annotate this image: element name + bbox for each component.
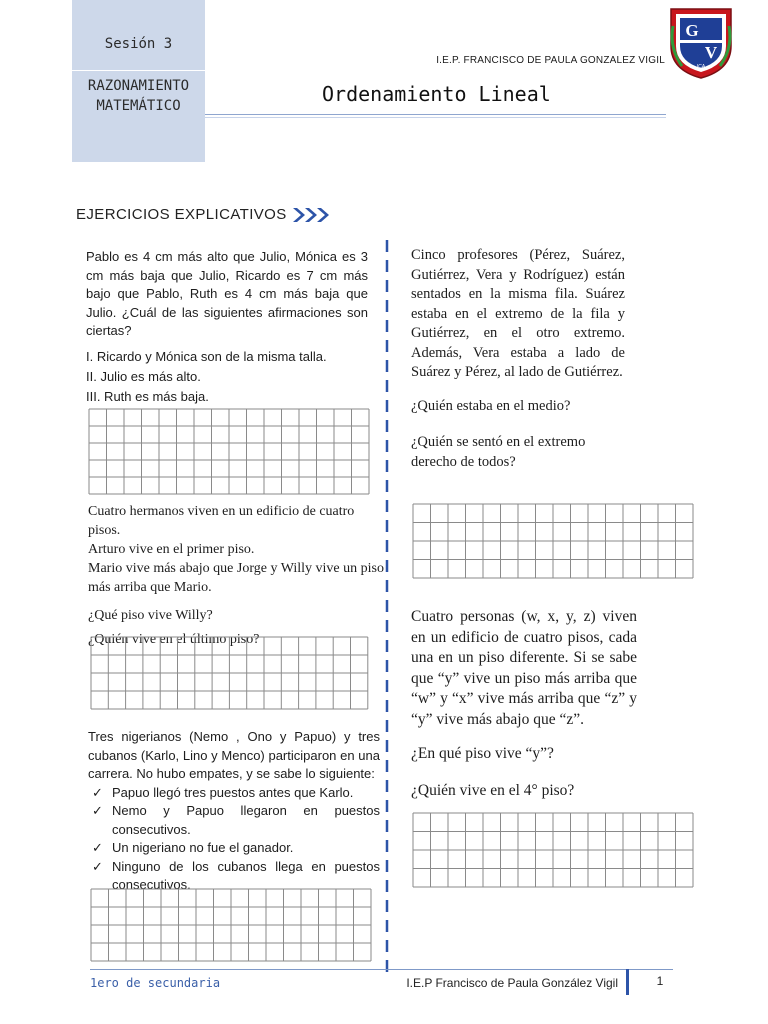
school-logo bbox=[668, 6, 734, 80]
problem-2-line-1: Cuatro hermanos viven en un edificio de cuatro pisos. bbox=[88, 504, 355, 538]
problem-3-condition-4: ✓ Ninguno de los cubanos llega en puestos consecutivos. bbox=[92, 858, 380, 892]
answer-grid-4[interactable] bbox=[412, 503, 694, 583]
subject-label bbox=[72, 76, 205, 116]
footer-grade: 1ero de secundaria bbox=[90, 976, 221, 990]
problem-4 bbox=[411, 246, 625, 472]
column-divider bbox=[385, 240, 389, 980]
problem-3-condition-1: ✓ Papuo llegó tres puestos antes que Karlo. bbox=[88, 784, 380, 803]
check-icon: ✓ bbox=[92, 858, 103, 874]
logo-caption: ICA bbox=[696, 64, 706, 70]
sidebar-divider bbox=[72, 70, 205, 71]
school-name: I.E.P. FRANCISCO DE PAULA GONZALEZ VIGIL bbox=[436, 55, 665, 66]
problem-2 bbox=[88, 502, 384, 649]
footer-separator bbox=[626, 969, 629, 995]
check-icon: ✓ bbox=[92, 784, 103, 800]
answer-grid-3[interactable] bbox=[90, 888, 372, 966]
problem-1-text: Pablo es 4 cm más alto que Julio, Mónica es 3 cm más baja que Julio, Ricardo es 7 cm más bajo que Pablo, Ruth es 4 cm más baja que Julio. ¿Cuál de las siguientes afirmaciones son ciertas? bbox=[86, 249, 368, 338]
check-icon: ✓ bbox=[92, 803, 103, 818]
footer-school: I.E.P Francisco de Paula González Vigil bbox=[406, 976, 618, 990]
answer-grid-5[interactable] bbox=[412, 812, 694, 892]
logo-letter-g: G bbox=[685, 21, 699, 40]
chevrons-icon bbox=[292, 206, 334, 224]
logo-letter-v: V bbox=[704, 43, 718, 62]
problem-3-condition-2: ✓ Nemo y Papuo llegaron en puestos consecutivos. bbox=[92, 803, 380, 837]
problem-2-line-3: Mario vive más abajo que Jorge y Willy vive un piso más arriba que Mario. bbox=[88, 561, 384, 595]
problem-5-text: Cuatro personas (w, x, y, z) viven en un edificio de cuatro pisos, cada una en un piso diferente. Si se sabe que “y” vive un piso más arriba que “w” y “x” vive más arriba que “z” y “y” vive más abajo que “z”. bbox=[411, 608, 637, 728]
problem-4-text: Cinco profesores (Pérez, Suárez, Gutiérrez, Vera y Rodríguez) están sentados en la misma fila. Suárez estaba en el extremo de la fila y Gutiérrez, en el otro extremo. Además, Vera estaba a lado de Suárez y Pérez, al lado de Gutiérrez. bbox=[411, 247, 625, 380]
problem-3-text: Tres nigerianos (Nemo , Ono y Papuo) y tres cubanos (Karlo, Lino y Menco) participaron en una carrera. No hubo empates, y se sabe lo siguiente: bbox=[88, 729, 380, 781]
problem-2-question-1: ¿Qué piso vive Willy? bbox=[88, 608, 213, 623]
subject-line-2: MATEMÁTICO bbox=[96, 98, 181, 114]
problem-3 bbox=[88, 728, 380, 895]
problem-4-question-2: ¿Quién se sentó en el extremo derecho de todos? bbox=[411, 434, 586, 470]
title-underline-secondary bbox=[205, 117, 666, 118]
page-number: 1 bbox=[656, 974, 664, 988]
problem-1-item-1: I. Ricardo y Mónica son de la misma talla. bbox=[86, 348, 327, 364]
section-heading: EJERCICIOS EXPLICATIVOS bbox=[76, 206, 287, 223]
footer-rule bbox=[90, 969, 673, 970]
problem-5 bbox=[411, 607, 637, 801]
problem-2-line-2: Arturo vive en el primer piso. bbox=[88, 542, 255, 557]
problem-3-condition-3: ✓ Un nigeriano no fue el ganador. bbox=[88, 839, 380, 858]
session-label: Sesión 3 bbox=[104, 36, 173, 52]
answer-grid-2[interactable] bbox=[90, 636, 369, 714]
problem-2-question-2: ¿Quién vive en el último piso? bbox=[88, 632, 260, 647]
problem-1 bbox=[86, 248, 368, 407]
problem-5-question-1: ¿En qué piso vive “y”? bbox=[411, 745, 554, 762]
title-underline bbox=[205, 114, 666, 115]
answer-grid-1[interactable] bbox=[88, 408, 370, 499]
problem-1-item-2: II. Julio es más alto. bbox=[86, 368, 201, 384]
problem-1-item-3: III. Ruth es más baja. bbox=[86, 388, 209, 404]
problem-5-question-2: ¿Quién vive en el 4° piso? bbox=[411, 781, 575, 799]
check-icon: ✓ bbox=[92, 840, 103, 855]
subject-line-1: RAZONAMIENTO bbox=[87, 78, 190, 94]
page-title: Ordenamiento Lineal bbox=[322, 82, 551, 106]
problem-4-question-1: ¿Quién estaba en el medio? bbox=[411, 397, 571, 414]
